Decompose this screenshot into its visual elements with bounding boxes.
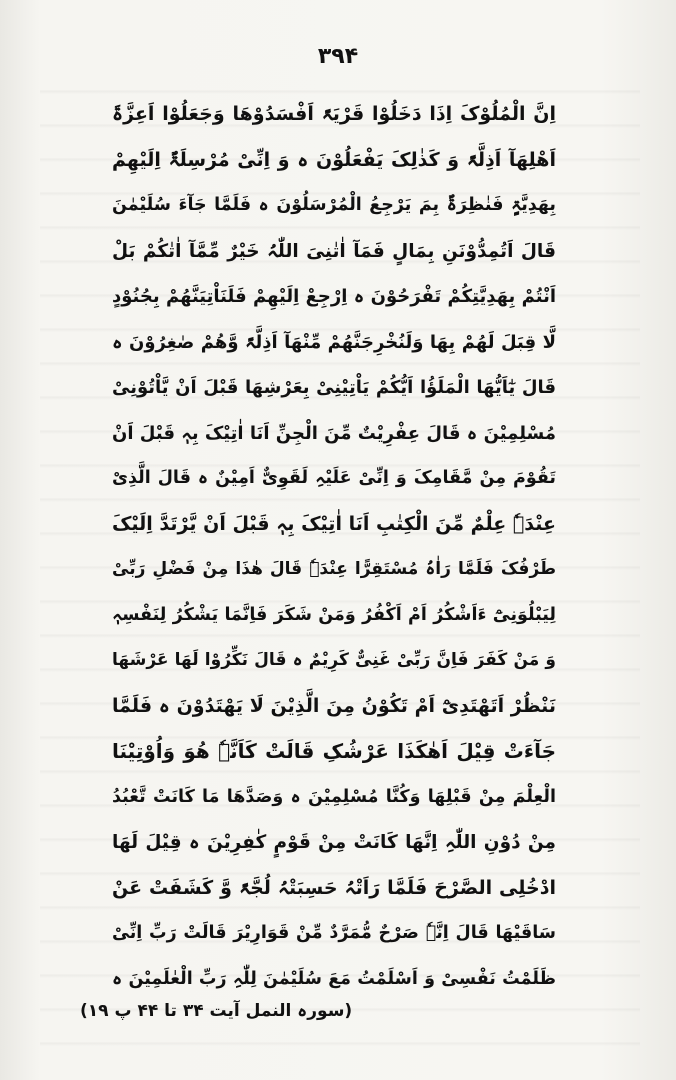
text-line: ظَلَمْتُ نَفْسِیْ وَ اَسْلَمْتُ مَعَ سُلَیْمٰنَ لِلّٰہِ رَبِّ الْعٰلَمِیْنَ ہ: [112, 968, 556, 989]
surah-reference: (سورہ النمل آیت ۳۴ تا ۴۴ پ ۱۹): [80, 1001, 353, 1021]
text-line: طَرْفُکَ فَلَمَّا رَاٰہُ مُسْتَقِرًّا عِنْدَہٗ قَالَ ھٰذَا مِنْ فَضْلِ رَبِّیْ: [112, 559, 556, 579]
text-line: بِھَدِیَّۃٍ فَنٰظِرَۃٌ بِمَ یَرْجِعُ الْمُرْسَلُوْنَ ہ فَلَمَّا جَآءَ سُلَیْمٰنَ: [112, 195, 556, 215]
text-line: مِنْ دُوْنِ اللّٰہِ اِنَّھَا کَانَتْ مِنْ قَوْمٍ کٰفِرِیْنَ ہ قِیْلَ لَھَا: [112, 832, 556, 853]
text-line: جَآءَتْ قِیْلَ اَھٰکَذَا عَرْشُکِ قَالَتْ کَاَنَّہٗ ھُوَ وَاُوْتِیْنَا: [112, 739, 556, 763]
text-line: نَنْظُرْ اَتَھْتَدِیْٓ اَمْ تَکُوْنُ مِنَ الَّذِیْنَ لَا یَھْتَدُوْنَ ہ فَلَمَّا: [112, 694, 556, 717]
text-line: عِنْدَہٗ عِلْمٌ مِّنَ الْکِتٰبِ اَنَا اٰتِیْکَ بِہٖ قَبْلَ اَنْ یَّرْتَدَّ اِلَیْکَ: [112, 512, 556, 535]
text-line: قَالَ یٰٓاَیُّھَا الْمَلَؤُا اَیُّکُمْ یَاْتِیْنِیْ بِعَرْشِھَا قَبْلَ اَنْ یَّاْتُوْنِیْ: [112, 377, 556, 398]
text-line: اَھْلِھَآ اَذِلَّۃً وَ کَذٰلِکَ یَفْعَلُوْنَ ہ وَ اِنِّیْ مُرْسِلَۃٌ اِلَیْھِمْ: [112, 148, 556, 171]
text-line: مُسْلِمِیْنَ ہ قَالَ عِفْرِیْتٌ مِّنَ الْجِنِّ اَنَا اٰتِیْکَ بِہٖ قَبْلَ اَنْ: [112, 422, 556, 444]
text-line: اَنْتُمْ بِھَدِیَّتِکُمْ تَفْرَحُوْنَ ہ اِرْجِعْ اِلَیْھِمْ فَلَنَاْتِیَنَّھُمْ بِجُنُوْدٍ: [112, 286, 556, 307]
text-line: لِیَبْلُوَنِیْٓ ءَاَشْکُرُ اَمْ اَکْفُرُ وَمَنْ شَکَرَ فَاِنَّمَا یَشْکُرُ لِنَفْسِہٖ: [112, 604, 556, 625]
text-line: قَالَ اَتُمِدُّوْنَنِ بِمَالٍ فَمَآ اٰتٰنِیَ اللّٰہُ خَیْرٌ مِّمَّآ اٰتٰکُمْ بَلْ: [112, 240, 556, 262]
text-line: تَقُوْمَ مِنْ مَّقَامِکَ وَ اِنِّیْ عَلَیْہِ لَقَوِیٌّ اَمِیْنٌ ہ قَالَ الَّذِیْ: [112, 468, 556, 488]
text-line: سَاقَیْھَا قَالَ اِنَّہٗ صَرْحٌ مُّمَرَّدٌ مِّنْ قَوَارِیْرَ قَالَتْ رَبِّ اِنِّیْ: [112, 923, 556, 943]
text-line: ادْخُلِی الصَّرْحَ فَلَمَّا رَاَتْہُ حَسِبَتْہُ لُجَّۃً وَّ کَشَفَتْ عَنْ: [112, 876, 556, 899]
quran-text-block: [112, 92, 556, 1002]
text-line: لَّا قِبَلَ لَھُمْ بِھَا وَلَنُخْرِجَنَّھُمْ مِّنْھَآ اَذِلَّۃً وَّھُمْ صٰغِرُوْنَ ہ: [112, 331, 556, 353]
text-line: اِنَّ الْمُلُوْکَ اِذَا دَخَلُوْا قَرْیَۃً اَفْسَدُوْھَا وَجَعَلُوْا اَعِزَّۃَ: [112, 103, 556, 125]
text-line: الْعِلْمَ مِنْ قَبْلِھَا وَکُنَّا مُسْلِمِیْنَ ہ وَصَدَّھَا مَا کَانَتْ تَّعْبُدُ: [112, 786, 556, 807]
text-line: وَ مَنْ کَفَرَ فَاِنَّ رَبِّیْ غَنِیٌّ کَرِیْمٌ ہ قَالَ نَکِّرُوْا لَھَا عَرْشَھَا: [112, 650, 556, 670]
page-number: ۳۹۴: [317, 44, 359, 69]
